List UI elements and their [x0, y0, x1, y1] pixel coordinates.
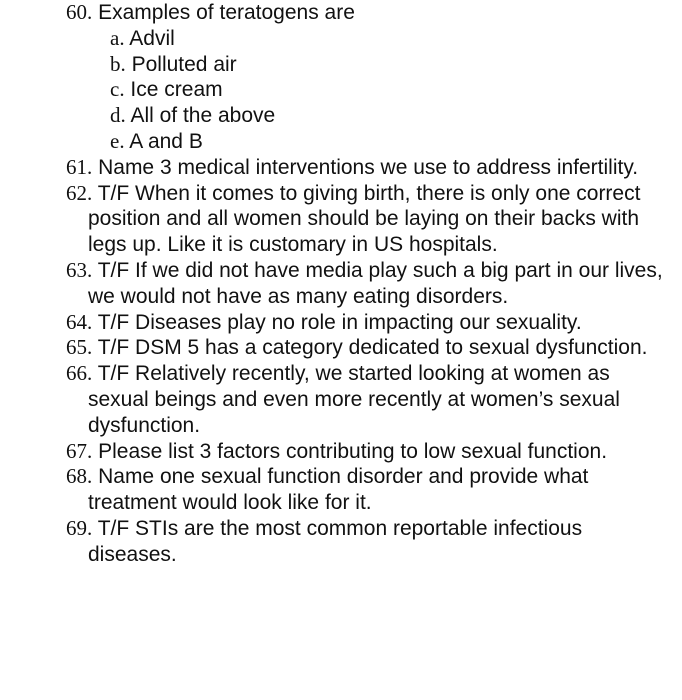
question-number: 64.	[66, 309, 93, 334]
question-text: Name one sexual function disorder and provide what treatment would look like for it.	[88, 465, 589, 515]
option-a	[66, 26, 666, 52]
question-number: 62.	[66, 180, 93, 205]
question-62	[66, 181, 666, 258]
option-b	[66, 52, 666, 78]
option-letter: c.	[110, 77, 125, 102]
question-number: 69.	[66, 515, 93, 540]
option-text: Ice cream	[130, 78, 223, 102]
option-e	[66, 129, 666, 155]
option-text: A and B	[129, 129, 203, 153]
question-text: Examples of teratogens are	[98, 1, 355, 24]
question-text: T/F Relatively recently, we started looking at women as sexual beings and even more recently at women’s sexual dysfunction.	[88, 362, 620, 437]
question-number: 66.	[66, 361, 93, 386]
question-number: 67.	[66, 438, 93, 463]
option-letter: a.	[110, 25, 125, 50]
option-letter: d.	[110, 103, 126, 128]
question-64	[66, 310, 666, 336]
question-text: Please list 3 factors contributing to low sexual function.	[98, 439, 608, 463]
option-text: All of the above	[130, 104, 276, 128]
option-c	[66, 77, 666, 103]
question-text: T/F Diseases play no role in impacting our sexuality.	[97, 310, 582, 334]
option-letter: e.	[110, 128, 125, 153]
question-61	[66, 155, 666, 181]
question-text: T/F DSM 5 has a category dedicated to sexual dysfunction.	[97, 336, 648, 360]
question-69	[66, 516, 666, 568]
question-number: 68.	[66, 464, 93, 489]
question-number: 63.	[66, 257, 93, 282]
option-text: Polluted air	[131, 52, 237, 76]
question-text: Name 3 medical interventions we use to address infertility.	[98, 155, 639, 179]
question-68	[66, 464, 666, 516]
question-text: T/F STIs are the most common reportable infectious diseases.	[88, 516, 583, 566]
question-63	[66, 258, 666, 310]
question-number: 60.	[66, 0, 93, 24]
question-number: 65.	[66, 335, 93, 360]
question-text: T/F If we did not have media play such a big part in our lives, we would not have as many eating disorders.	[88, 258, 663, 308]
option-text: Advil	[129, 26, 175, 50]
question-list	[66, 0, 666, 568]
question-number: 61.	[66, 154, 93, 179]
question-67	[66, 439, 666, 465]
question-65	[66, 335, 666, 361]
option-d	[66, 103, 666, 129]
question-66	[66, 361, 666, 438]
question-60	[66, 0, 666, 26]
option-letter: b.	[110, 51, 126, 76]
question-text: T/F When it comes to giving birth, there is only one correct position and all women should be laying on their backs with legs up. Like it is customary in US hospitals.	[88, 181, 641, 257]
